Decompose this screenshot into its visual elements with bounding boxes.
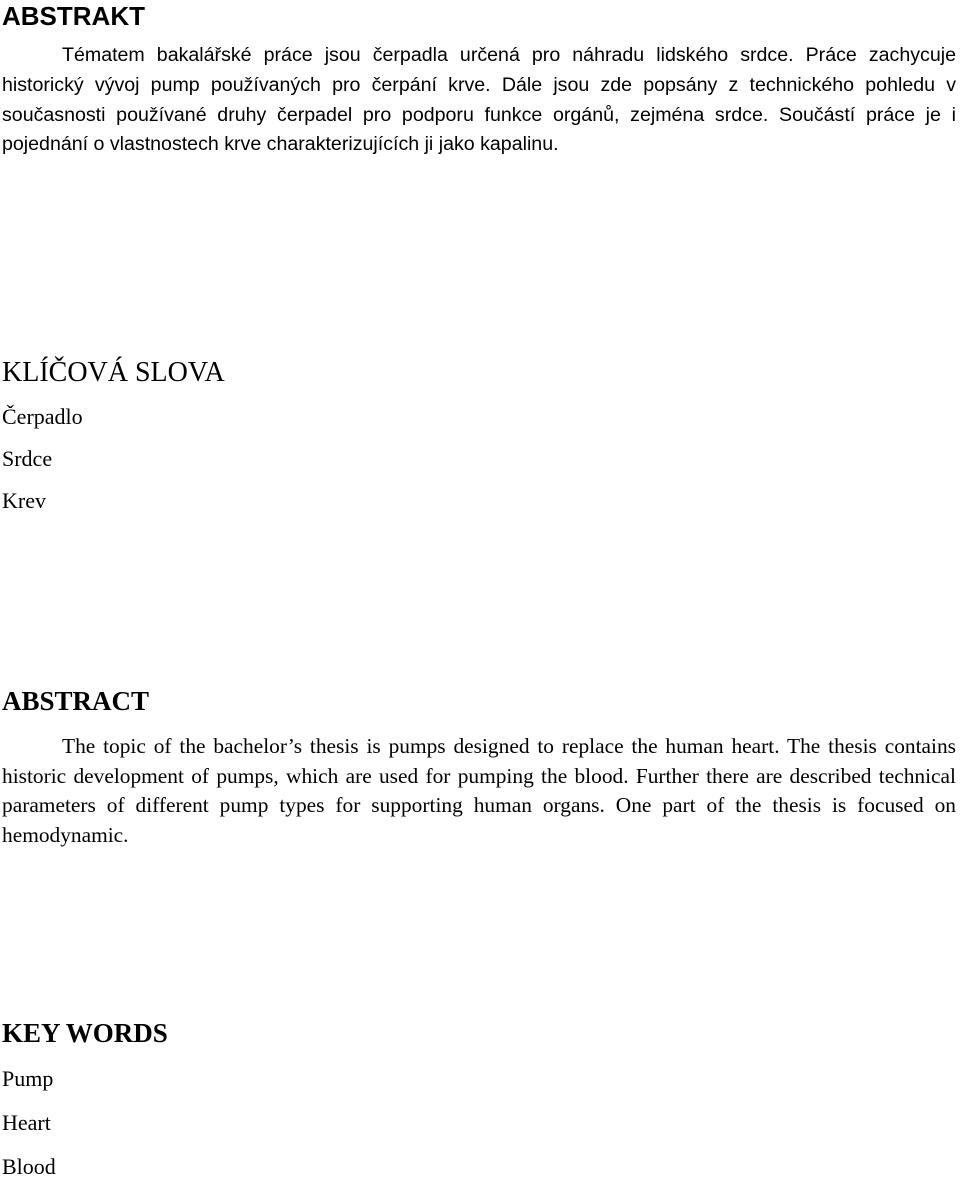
- english-keyword-item: Heart: [2, 1110, 51, 1135]
- czech-abstract-heading: ABSTRAKT: [2, 1, 145, 31]
- english-keywords-heading: KEY WORDS: [2, 1018, 168, 1048]
- english-keyword-item: Pump: [2, 1066, 54, 1091]
- czech-keyword-item: Krev: [2, 488, 46, 513]
- english-abstract-text: The topic of the bachelor’s thesis is pumps designed to replace the human heart. The thesis contains historic development of pumps, which are used for pumping the blood. Further there are described technical parameters of different pump types for supporting human organs. One part of the thesis is focused on hemodynamic.: [2, 734, 956, 847]
- czech-keyword-item: Srdce: [2, 446, 53, 471]
- czech-keyword-item: Čerpadlo: [2, 404, 83, 429]
- english-abstract-heading: ABSTRACT: [2, 686, 150, 716]
- english-keyword-item: Blood: [2, 1154, 56, 1179]
- english-abstract-paragraph: [2, 732, 956, 850]
- czech-abstract-text: Tématem bakalářské práce jsou čerpadla určená pro náhradu lidského srdce. Práce zachycuje historický vývoj pump používaných pro čerpání krve. Dále jsou zde popsány z technického pohledu v současnosti používané druhy čerpadel pro podporu funkce orgánů, zejména srdce. Součástí práce je i pojednání o vlastnostech krve charakterizujících ji jako kapalinu.: [2, 44, 956, 156]
- czech-keywords-heading: KLÍČOVÁ SLOVA: [2, 357, 225, 388]
- czech-abstract-paragraph: [2, 41, 956, 160]
